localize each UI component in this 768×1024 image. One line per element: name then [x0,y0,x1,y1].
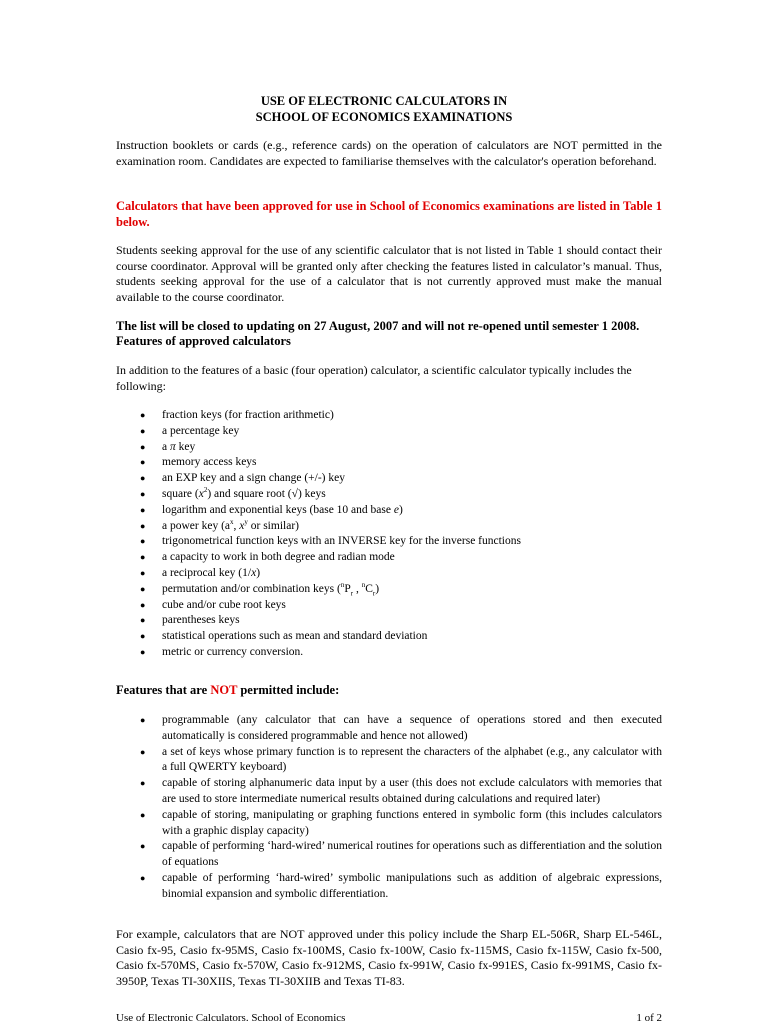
bullet-icon: ● [140,567,146,578]
bullet-icon: ● [140,473,146,484]
bullet-icon: ● [140,599,146,610]
intro-paragraph: Instruction booklets or cards (e.g., reference cards) on the operation of calculators are NOT permitted in the examination room. Candidates are expected to familiarise themselves with the calculator's operation beforehand. [116,138,662,168]
feature-text: metric or currency conversion. [162,645,304,658]
feature-text: logarithm and exponential keys (base 10 and base e) [162,503,403,516]
restriction-text: capable of storing, manipulating or graphing functions entered in symbolic form (this includes calculators with a graphic display capacity) [162,808,662,837]
closing-notice: The list will be closed to updating on 27 August, 2007 and will not re-opened until semester 1 2008. [116,319,640,333]
list-item [116,613,662,629]
feature-text: an EXP key and a sign change (+/-) key [162,472,345,485]
list-item [116,776,662,808]
list-item [116,424,662,440]
list-item [116,534,662,550]
footer-page-number: 1 of 2 [636,1012,662,1024]
bullet-icon: ● [140,809,146,820]
list-item [116,808,662,840]
seeking-approval-paragraph: Students seeking approval for the use of any scientific calculator that is not listed in Table 1 should contact their course coordinator. Approval will be granted only after checking the features listed in calculator’s manual. Thus, students seeking approval for the use of a calculator that is not currently approved must make the manual available to the course coordinator. [116,243,662,304]
bullet-icon: ● [140,488,146,499]
feature-text: a reciprocal key (1/x) [162,566,261,579]
footer-document-title: Use of Electronic Calculators. School of Economics [116,1012,346,1024]
feature-text: cube and/or cube root keys [162,598,286,611]
bullet-icon: ● [140,425,146,436]
list-item [116,598,662,614]
bullet-icon: ● [140,583,146,594]
list-item [116,550,662,566]
list-item [116,582,662,598]
list-item [116,455,662,471]
bullet-icon: ● [140,410,146,420]
bullet-icon: ● [140,872,146,883]
list-item [116,645,662,661]
bullet-icon: ● [140,552,146,563]
feature-text: a power key ($a^x$, $x^y$ or similar) [162,517,299,532]
list-item [116,487,662,503]
document-title-line-1: USE OF ELECTRONIC CALCULATORS IN [260,94,508,108]
feature-text: a percentage key [162,424,240,437]
feature-text: statistical operations such as mean and standard deviation [162,630,428,643]
feature-text: a capacity to work in both degree and radian mode [162,551,395,564]
bullet-icon: ● [140,778,146,789]
feature-text: parentheses keys [162,614,240,627]
approved-notice: Calculators that have been approved for use in School of Economics examinations are listed in Table 1 below. [116,199,662,229]
bullet-icon: ● [140,520,146,531]
feature-text: a π key [162,440,196,453]
bullet-icon: ● [140,631,146,642]
bullet-icon: ● [140,646,146,657]
approved-features-list [116,408,662,661]
feature-text: trigonometrical function keys with an INVERSE key for the inverse functions [162,535,521,548]
feature-text: square $(x^2)$ and square root (√) keys [162,486,326,500]
not-permitted-heading: Features that are NOT permitted include: [116,683,340,697]
list-item [116,713,662,745]
restriction-text: a set of keys whose primary function is to represent the characters of the alphabet (e.g., any calculator with a full QWERTY keyboard) [162,745,662,774]
feature-text: permutation and/or combination keys ($^nP_r$ , $^nC_r$) [162,580,380,598]
list-item [116,629,662,645]
restriction-text: programmable (any calculator that can have a sequence of operations stored and then executed automatically is considered programmable and hence not allowed) [162,714,662,742]
bullet-icon: ● [140,536,146,547]
features-heading: Features of approved calculators [116,334,291,348]
example-paragraph: For example, calculators that are NOT approved under this policy include the Sharp EL-506R, Sharp EL-546L, Casio fx-95, Casio fx-95MS, Casio fx-100MS, Casio fx-100W, Casio fx-115MS, Casio fx-115W, Casio fx-500, Casio fx-570MS, Casio fx-570W, Casio fx-912MS, Casio fx-991W, Casio fx-991ES, Casio fx-991MS, Casio fx-3950P, Texas TI-30XIIS, Texas TI-30XIIB and Texas TI-83. [116,927,662,988]
list-item [116,440,662,456]
feature-text: fraction keys (for fraction arithmetic) [162,409,334,421]
list-item [116,503,662,519]
list-item [116,839,662,871]
not-permitted-list [116,713,662,903]
document-title-line-2: SCHOOL OF ECONOMICS EXAMINATIONS [255,110,513,124]
list-item [116,519,662,535]
bullet-icon: ● [140,504,146,515]
list-item [116,871,662,903]
restriction-text: capable of performing ‘hard-wired’ symbolic manipulations such as addition of algebraic expressions, binomial expansion and symbolic differentiation. [162,871,662,900]
features-intro: In addition to the features of a basic (four operation) calculator, a scientific calculator typically includes the following: [116,363,632,393]
bullet-icon: ● [140,457,146,468]
list-item [116,745,662,777]
bullet-icon: ● [140,841,146,852]
bullet-icon: ● [140,715,146,725]
restriction-text: capable of storing alphanumeric data input by a user (this does not exclude calculators with memories that are used to store intermediate numerical results obtained during calculations and required later) [162,777,662,805]
list-item [116,471,662,487]
bullet-icon: ● [140,441,146,452]
list-item [116,566,662,582]
feature-text: memory access keys [162,456,257,469]
bullet-icon: ● [140,615,146,626]
bullet-icon: ● [140,746,146,757]
list-item [116,408,662,424]
restriction-text: capable of performing ‘hard-wired’ numerical routines for operations such as differentiation and the solution of equations [162,840,662,869]
